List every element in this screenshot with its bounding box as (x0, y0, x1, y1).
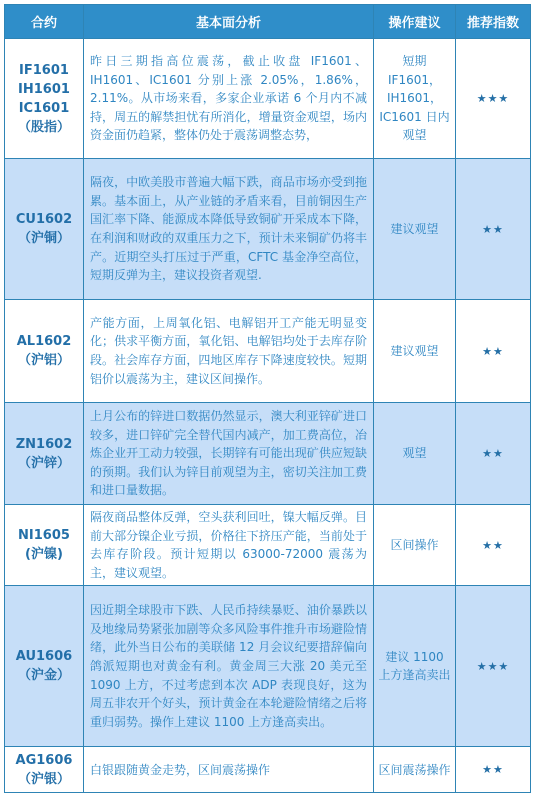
analysis-cell: 上月公布的锌进口数据仍然显示，澳大利亚锌矿进口较多，进口锌矿完全替代国内减产，加工费高位，冶炼企业开工动力较强，长期锌有可能出现矿供应短缺的预期。我们认为锌目前观望为主，密切关注加工费和进口量数据。 (84, 403, 374, 505)
contract-category: （沪铝） (17, 353, 70, 368)
analysis-cell: 昨日三期指高位震荡，截止收盘 IF1601、IH1601、IC1601 分别上涨 2.05%，1.86%，2.11%。从市场来看，多家企业承诺 6 个月内不减持，周五的解禁担忧有所消化，增量资金观望，场内资金面仍趋紧，整体仍处于震荡调整态势， (84, 39, 374, 159)
header-analysis: 基本面分析 (84, 5, 374, 39)
table-row (5, 39, 531, 159)
contract-category: （沪银） (17, 771, 70, 787)
table-row (5, 505, 531, 586)
contract-code: IF1601 (19, 62, 69, 78)
advice-cell: 区间操作 (374, 505, 456, 586)
rating-stars: ★★ (456, 403, 531, 505)
contract-category: （沪锌） (17, 455, 70, 471)
rating-stars: ★★ (456, 300, 531, 403)
rating-stars: ★★★ (456, 39, 531, 159)
contract-code: AU1606 (15, 649, 73, 665)
contract-cell (5, 403, 84, 505)
contract-category: (沪镍) (25, 547, 63, 563)
contract-cell (5, 39, 84, 159)
advice-cell: 区间震荡操作 (374, 747, 456, 793)
advice-cell: 短期 IF1601，IH1601，IC1601 日内观望 (374, 39, 456, 159)
advice-cell: 建议观望 (374, 300, 456, 403)
rating-stars: ★★ (456, 159, 531, 300)
rating-stars: ★★★ (456, 586, 531, 747)
table-row (5, 403, 531, 505)
contract-category: （沪金） (17, 668, 70, 684)
rating-stars: ★★ (456, 505, 531, 586)
table-row (5, 586, 531, 747)
contract-category: （沪铜） (17, 231, 70, 246)
contract-code: ZN1602 (15, 436, 73, 452)
rating-stars: ★★ (456, 747, 531, 793)
header-advice: 操作建议 (374, 5, 456, 39)
advice-cell: 建议 1100 上方逢高卖出 (374, 586, 456, 747)
contract-cell (5, 505, 84, 586)
contract-cell (5, 586, 84, 747)
contract-code: AG1606 (15, 752, 73, 768)
analysis-cell: 隔夜，中欧美股市普遍大幅下跌，商品市场亦受到拖累。基本面上，从产业链的矛盾来看，目前铜因生产国汇率下降、能源成本降低导致铜矿开采成本下降，在利润和财政的双重压力之下，预计未来铜矿仍将丰产。近期空头打压过于严重，CFTC 基金净空高位，短期反弹为主，建议投资者观望. (84, 159, 374, 300)
analysis-cell: 因近期全球股市下跌、人民币持续暴贬、油价暴跌以及地缘局势紧张加剧等众多风险事件推升市场避险情绪，此外当日公布的美联储 12 月会议纪要措辞偏向鸽派短期也对黄金有利。黄金周三大涨 20 美元至 1090 上方，不过考虑到本次 ADP 表现良好，这为周五非农开个好头，预计黄金在本轮避险情绪之后将重归弱势。操作上建议 1100 上方逢高卖出。 (84, 586, 374, 747)
contract-code: IC1601 (18, 100, 70, 116)
advice-cell: 观望 (374, 403, 456, 505)
table-row (5, 159, 531, 300)
header-rating: 推荐指数 (456, 5, 531, 39)
advice-cell: 建议观望 (374, 159, 456, 300)
futures-recommendation-table (4, 4, 531, 793)
analysis-cell: 白银跟随黄金走势，区间震荡操作 (84, 747, 374, 793)
table-header-row (5, 5, 531, 39)
table-row (5, 747, 531, 793)
contract-cell (5, 300, 84, 403)
table-row (5, 300, 531, 403)
contract-cell (5, 159, 84, 300)
analysis-cell: 产能方面，上周氧化铝、电解铝开工产能无明显变化；供求平衡方面，氧化铝、电解铝均处于去库存阶段。社会库存方面，四地区库存下降速度较快。短期铝价以震荡为主，建议区间操作。 (84, 300, 374, 403)
contract-cell (5, 747, 84, 793)
contract-code: NI1605 (18, 528, 70, 544)
analysis-cell: 隔夜商品整体反弹，空头获利回吐，镍大幅反弹。目前大部分镍企业亏损，价格往下挤压产能，当前处于去库存阶段。预计短期以 63000-72000 震荡为主，建议观望。 (84, 505, 374, 586)
contract-code: AL1602 (16, 334, 72, 349)
header-contract: 合约 (5, 5, 84, 39)
contract-category: （股指） (17, 119, 70, 135)
contract-code: IH1601 (18, 81, 70, 97)
contract-code: CU1602 (15, 212, 73, 227)
